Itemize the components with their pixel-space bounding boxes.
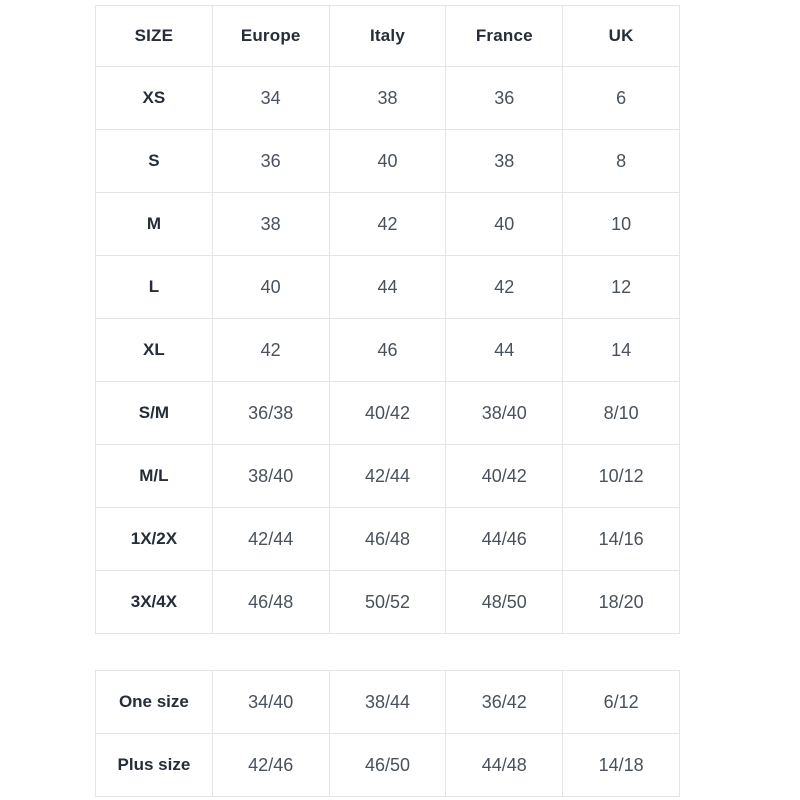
value-cell: 34 (212, 67, 329, 130)
value-cell: 42 (446, 256, 563, 319)
value-cell: 12 (563, 256, 680, 319)
value-cell: 40 (329, 130, 446, 193)
header-cell-europe: Europe (212, 6, 329, 67)
value-cell: 36 (212, 130, 329, 193)
value-cell: 40 (212, 256, 329, 319)
value-cell: 8 (563, 130, 680, 193)
table-row-l (96, 256, 680, 319)
value-cell: 50/52 (329, 571, 446, 634)
value-cell: 14/16 (563, 508, 680, 571)
value-cell: 40 (446, 193, 563, 256)
table-row-s (96, 130, 680, 193)
value-cell: 40/42 (329, 382, 446, 445)
value-cell: 14/18 (563, 734, 680, 797)
value-cell: 38 (329, 67, 446, 130)
value-cell: 10 (563, 193, 680, 256)
value-cell: 18/20 (563, 571, 680, 634)
value-cell: 38/40 (212, 445, 329, 508)
value-cell: 44 (329, 256, 446, 319)
value-cell: 46 (329, 319, 446, 382)
value-cell: 46/50 (329, 734, 446, 797)
size-conversion-table (95, 5, 680, 634)
row-label-cell: One size (96, 671, 213, 734)
value-cell: 40/42 (446, 445, 563, 508)
value-cell: 42/44 (212, 508, 329, 571)
header-cell-italy: Italy (329, 6, 446, 67)
value-cell: 46/48 (212, 571, 329, 634)
value-cell: 14 (563, 319, 680, 382)
row-label-cell: M (96, 193, 213, 256)
row-label-cell: S/M (96, 382, 213, 445)
value-cell: 42 (212, 319, 329, 382)
value-cell: 42 (329, 193, 446, 256)
value-cell: 10/12 (563, 445, 680, 508)
value-cell: 36/42 (446, 671, 563, 734)
header-cell-france: France (446, 6, 563, 67)
row-label-cell: L (96, 256, 213, 319)
value-cell: 6 (563, 67, 680, 130)
table-row-one-size (96, 671, 680, 734)
value-cell: 44/48 (446, 734, 563, 797)
value-cell: 34/40 (212, 671, 329, 734)
table-row-xs (96, 67, 680, 130)
value-cell: 38 (446, 130, 563, 193)
value-cell: 6/12 (563, 671, 680, 734)
table-row-plus-size (96, 734, 680, 797)
value-cell: 38/44 (329, 671, 446, 734)
row-label-cell: 3X/4X (96, 571, 213, 634)
value-cell: 46/48 (329, 508, 446, 571)
row-label-cell: XS (96, 67, 213, 130)
table-row-3x-4x (96, 571, 680, 634)
row-label-cell: XL (96, 319, 213, 382)
row-label-cell: S (96, 130, 213, 193)
value-cell: 36 (446, 67, 563, 130)
table-row-xl (96, 319, 680, 382)
value-cell: 38/40 (446, 382, 563, 445)
table-row-1x-2x (96, 508, 680, 571)
value-cell: 38 (212, 193, 329, 256)
table-header-row (96, 6, 680, 67)
value-cell: 42/44 (329, 445, 446, 508)
row-label-cell: Plus size (96, 734, 213, 797)
value-cell: 48/50 (446, 571, 563, 634)
header-cell-size: SIZE (96, 6, 213, 67)
header-cell-uk: UK (563, 6, 680, 67)
special-sizes-table (95, 670, 680, 797)
row-label-cell: M/L (96, 445, 213, 508)
value-cell: 8/10 (563, 382, 680, 445)
value-cell: 44/46 (446, 508, 563, 571)
table-row-m-l (96, 445, 680, 508)
value-cell: 36/38 (212, 382, 329, 445)
value-cell: 42/46 (212, 734, 329, 797)
row-label-cell: 1X/2X (96, 508, 213, 571)
table-row-s-m (96, 382, 680, 445)
table-row-m (96, 193, 680, 256)
value-cell: 44 (446, 319, 563, 382)
